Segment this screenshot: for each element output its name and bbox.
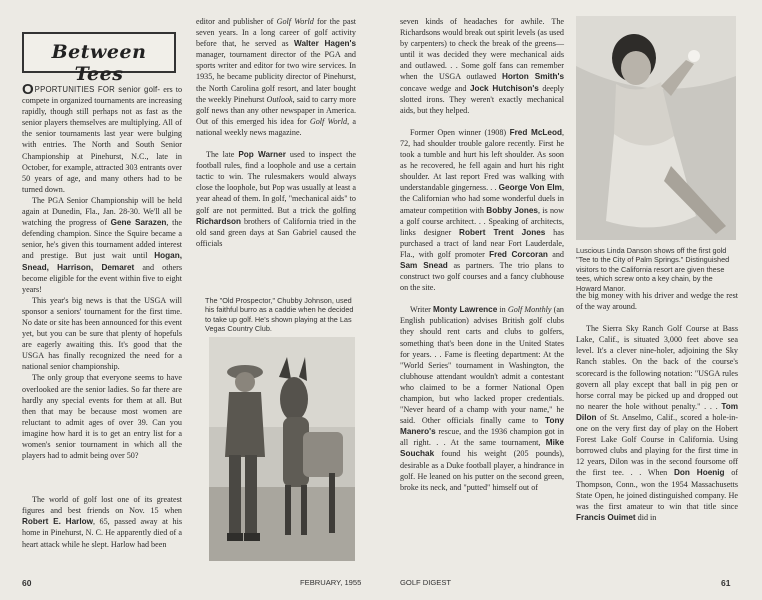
photo-caption: The "Old Prospector," Chubby Johnson, used his faithful burro as a caddie when he decided to take up golf. He's shown playing at the Las Vegas Country Club. (205, 296, 354, 334)
article-paragraph: Former Open winner (1908) Fred McLeod, 72, had shoulder trouble galore recently. First he took a tumble and hurt his left shoulder. As soon as he recovered, he fell again and hurt his right shoulder. At last report Fred was walking with understandable gingerness. . . George Von Elm, the Californian who had some wonderful duels in amateur competition with Bobby Jones, is now a golf course architect. . . Speaking of architects, links designer Robert Trent Jones has purchased a tract of land near Fort Lauderdale, Fla., with golf promoter Fred Corcoran and Sam Snead as partners. The trio plans to construct two golf courses and a fancy clubhouse on the site. (400, 127, 565, 293)
section-header (22, 32, 176, 85)
article-paragraph: the big money with his driver and wedge the rest of the way around. (576, 291, 738, 312)
article-paragraph: The only group that everyone seems to have overlooked are the senior ladies. So far there are hardly any special events for them at all. But then that may be because most women are reluctant to admit ages of over 39. Can you imagine how hard it is to get an entry list for a women's senior tournament in which all the players had to admit being over 50? (22, 373, 182, 461)
prospector-with-burro-image (209, 337, 355, 561)
right-page (381, 0, 762, 600)
article-paragraph: This year's big news is that the USGA will sponsor a seniors' tournament for the first time. No date or site has been announced for this event yet, but you can be sure that plenty of hopefuls are eagerly awaiting this. It's good that the USGA has finally recognized the need for a national senior championship. (22, 295, 182, 372)
article-paragraph: The Sierra Sky Ranch Golf Course at Bass Lake, Calif., is situated 3,000 feet above sea level. It's a clever nine-holer, adjoining the Sky Ranch stables. On the back of the course's scorecard is the following notation: "USGA rules govern all play except that ball in pig pen or horse corral may be picked up and dropped out no nearer the hole without penalty." . . . Tom Dilon of St. Anselmo, Calif., scored a hole-in-one on the very first day of play on the Hobert Forest Lake Golf Course in California. Using borrowed clubs and playing for the first time in 12 years, Dilon was in the second foursome off the first tee. . . When Don Hoenig of Thompson, Conn., won the 1954 Massachusetts State Open, he joined distinguished company. He was the first amateur to win that title since Francis Ouimet did in (576, 324, 738, 522)
section-title: Between Tees (51, 41, 147, 85)
linda-danson-photo (576, 16, 736, 240)
prospector-photo (209, 337, 355, 561)
photo-caption: Luscious Linda Danson shows off the first gold "Tee to the City of Palm Springs." Distinguished visitors to the California resort are given these tees, which screw onto a key chain, by the Howard Manor. (576, 246, 730, 293)
issue-date: FEBRUARY, 1955 (300, 578, 362, 587)
article-paragraph: OPPORTUNITIES FOR senior golf- ers to compete in organized tournaments are increasing rapidly, though still perhaps not as fast as the senior players themselves are multiplying. All of the senior tournaments last year were bulging with entries. The North and South Senior Championship at Pinehurst, N.C., late in October, for example, attracted 303 entrants over 50 years of age, and many others had to be turned down. (22, 81, 183, 194)
left-column-2 (196, 16, 356, 249)
article-paragraph: editor and publisher of Golf World for the past seven years. In a long career of golf activity before that, he served as Walter Hagen's manager, tournament director of the PGA and sports writer and editor for two wire services. In 1935, he became publicity director of Pinehurst, the North Carolina golf resort, and later bought the weekly Pinehurst Outlook, said to carry more golf news than any other newspaper in America. Out of this emerged his idea for Golf World, a national weekly news magazine. (196, 17, 357, 137)
article-paragraph: Writer Monty Lawrence in Golf Monthly (an English publication) advises British golf clubs they should rent carts and clubs to golfers, something that's been done in the United States for years. . . Fame is fleeting department: At the "World Series" tournament in Washington, the clubhouse attendant wouldn't admit a contestant who claimed to be a former National Open champion, but who lacked proper credentials. "Never heard of a champ with your name," he said. Other officials finally came to Tony Manero's rescue, and the 1936 champion got in all right. . . At the same tournament, Mike Souchak found his weight (205 pounds), desirable as a Duke football player, a hindrance in golf. He leaned on his putter on the second green, broke its neck, and "putted" himself out of (400, 305, 564, 492)
magazine-name: GOLF DIGEST (400, 578, 452, 587)
article-paragraph: The PGA Senior Championship will be held again at Dunedin, Fla., Jan. 28-30. We'll all be watching the progress of Gene Sarazen, the defending champion. Since the Squire became a senior, he's given this tournament added interest and prestige. But just wait until Hogan, Snead, Harrison, Demaret and others become eligible for the event within five to eight years! (22, 195, 183, 294)
right-column-1 (400, 16, 564, 493)
page-number-left: 60 (22, 578, 32, 588)
page-number-right: 61 (721, 578, 731, 588)
article-paragraph: The late Pop Warner used to inspect the football rules, find a loophole and use a certain tactic to win. The rulesmakers would always close the loophole, but Pop was usually at least a year ahead of them. In golf, "mechanical aids" to golf are not permitted. But a trick the golfing Richardson brothers of California tried in the old sand green days at San Gabriel caused the officials (196, 150, 356, 248)
article-paragraph: seven kinds of headaches for awhile. The Richardsons would break out spirit levels (as used by carpenters) to check the break of the greens—until it was decided they were mechanical aids and outlawed. . . Some golf fans can remember when the USGA outlawed Horton Smith's concave wedge and Jock Hutchison's deeply slotted irons. They weren't exactly mechanical aids, but they helped. (400, 17, 564, 115)
left-column-1 (22, 81, 183, 550)
woman-with-golf-tee-image (576, 16, 736, 240)
right-column-2 (576, 290, 738, 523)
article-paragraph: The world of golf lost one of its greatest figures and best friends on Nov. 15 when Robert E. Harlow, 65, passed away at his home in Pinehurst, N. C. He apparently died of a heart attack while he slept. Harlow had been (22, 495, 182, 549)
drop-cap: O (22, 81, 34, 98)
